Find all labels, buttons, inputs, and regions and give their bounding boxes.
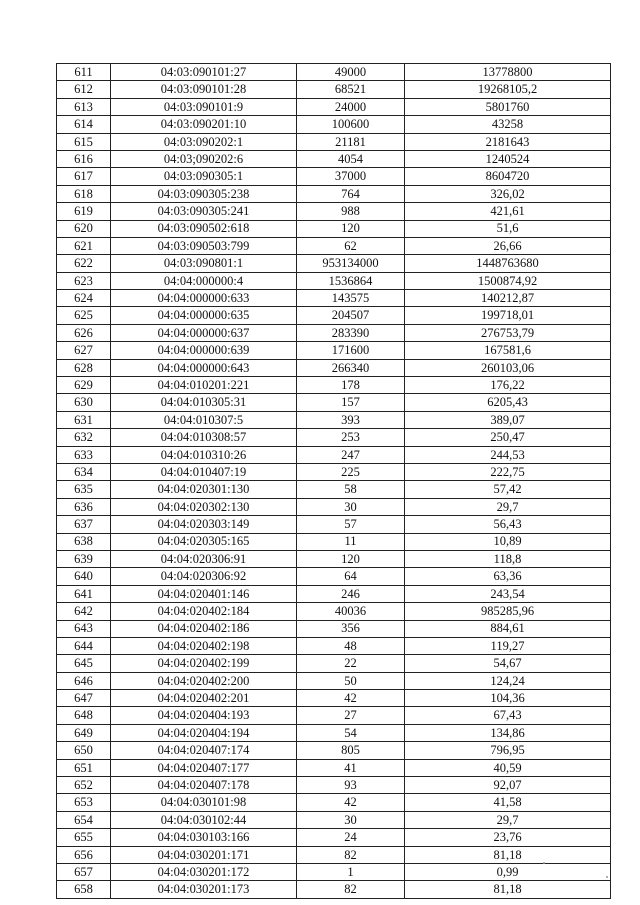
area-cell: 62 bbox=[297, 237, 405, 254]
area-cell: 50 bbox=[297, 672, 405, 689]
value-cell: 243,54 bbox=[405, 585, 611, 602]
row-number-cell: 613 bbox=[57, 98, 111, 115]
cadastral-number-cell: 04:04:030201:173 bbox=[111, 881, 297, 898]
table-row bbox=[57, 516, 611, 533]
area-cell: 204507 bbox=[297, 307, 405, 324]
row-number-cell: 658 bbox=[57, 881, 111, 898]
table-row bbox=[57, 377, 611, 394]
row-number-cell: 629 bbox=[57, 377, 111, 394]
row-number-cell: 632 bbox=[57, 429, 111, 446]
table-row bbox=[57, 255, 611, 272]
row-number-cell: 622 bbox=[57, 255, 111, 272]
value-cell: 167581,6 bbox=[405, 342, 611, 359]
area-cell: 27 bbox=[297, 707, 405, 724]
row-number-cell: 641 bbox=[57, 585, 111, 602]
value-cell: 2181643 bbox=[405, 133, 611, 150]
table-row bbox=[57, 203, 611, 220]
value-cell: 389,07 bbox=[405, 411, 611, 428]
cadastral-number-cell: 04:04:020306:91 bbox=[111, 550, 297, 567]
table-row bbox=[57, 307, 611, 324]
cadastral-number-cell: 04:03:090101:28 bbox=[111, 81, 297, 98]
table-row bbox=[57, 603, 611, 620]
area-cell: 805 bbox=[297, 742, 405, 759]
area-cell: 64 bbox=[297, 568, 405, 585]
table-row bbox=[57, 742, 611, 759]
area-cell: 41 bbox=[297, 759, 405, 776]
cadastral-number-cell: 04:04:020402:201 bbox=[111, 690, 297, 707]
value-cell: 0,99 bbox=[405, 863, 611, 880]
table-row bbox=[57, 620, 611, 637]
area-cell: 178 bbox=[297, 377, 405, 394]
area-cell: 21181 bbox=[297, 133, 405, 150]
area-cell: 247 bbox=[297, 446, 405, 463]
cadastral-number-cell: 04:04:020402:184 bbox=[111, 603, 297, 620]
row-number-cell: 620 bbox=[57, 220, 111, 237]
value-cell: 19268105,2 bbox=[405, 81, 611, 98]
table-row bbox=[57, 342, 611, 359]
table-row bbox=[57, 394, 611, 411]
row-number-cell: 644 bbox=[57, 637, 111, 654]
area-cell: 11 bbox=[297, 533, 405, 550]
cadastral-number-cell: 04:04:020305:165 bbox=[111, 533, 297, 550]
table-row bbox=[57, 290, 611, 307]
value-cell: 1240524 bbox=[405, 150, 611, 167]
cadastral-number-cell: 04:03:090503:799 bbox=[111, 237, 297, 254]
row-number-cell: 643 bbox=[57, 620, 111, 637]
table-row bbox=[57, 881, 611, 898]
row-number-cell: 652 bbox=[57, 777, 111, 794]
value-cell: 81,18 bbox=[405, 846, 611, 863]
table-row bbox=[57, 690, 611, 707]
table-row bbox=[57, 777, 611, 794]
cadastral-number-cell: 04:04:000000:633 bbox=[111, 290, 297, 307]
table-row bbox=[57, 498, 611, 515]
row-number-cell: 657 bbox=[57, 863, 111, 880]
table-row bbox=[57, 168, 611, 185]
cadastral-number-cell: 04:04:000000:637 bbox=[111, 324, 297, 341]
table-row bbox=[57, 150, 611, 167]
cadastral-number-cell: 04:03:090502:618 bbox=[111, 220, 297, 237]
row-number-cell: 627 bbox=[57, 342, 111, 359]
table-row bbox=[57, 324, 611, 341]
area-cell: 93 bbox=[297, 777, 405, 794]
value-cell: 51,6 bbox=[405, 220, 611, 237]
cadastral-number-cell: 04:04:030201:172 bbox=[111, 863, 297, 880]
table-row bbox=[57, 637, 611, 654]
row-number-cell: 633 bbox=[57, 446, 111, 463]
area-cell: 100600 bbox=[297, 116, 405, 133]
value-cell: 276753,79 bbox=[405, 324, 611, 341]
table-row bbox=[57, 672, 611, 689]
table-row bbox=[57, 185, 611, 202]
row-number-cell: 647 bbox=[57, 690, 111, 707]
cadastral-number-cell: 04:04:010305:31 bbox=[111, 394, 297, 411]
area-cell: 4054 bbox=[297, 150, 405, 167]
value-cell: 92,07 bbox=[405, 777, 611, 794]
cadastral-number-cell: 04:04:000000:639 bbox=[111, 342, 297, 359]
area-cell: 37000 bbox=[297, 168, 405, 185]
value-cell: 884,61 bbox=[405, 620, 611, 637]
table-row bbox=[57, 81, 611, 98]
row-number-cell: 635 bbox=[57, 481, 111, 498]
area-cell: 953134000 bbox=[297, 255, 405, 272]
table-row bbox=[57, 724, 611, 741]
value-cell: 41,58 bbox=[405, 794, 611, 811]
row-number-cell: 623 bbox=[57, 272, 111, 289]
value-cell: 5801760 bbox=[405, 98, 611, 115]
table-row bbox=[57, 655, 611, 672]
cadastral-number-cell: 04:03:090305:238 bbox=[111, 185, 297, 202]
value-cell: 124,24 bbox=[405, 672, 611, 689]
table-row bbox=[57, 759, 611, 776]
cadastral-number-cell: 04:04:020401:146 bbox=[111, 585, 297, 602]
row-number-cell: 636 bbox=[57, 498, 111, 515]
row-number-cell: 624 bbox=[57, 290, 111, 307]
value-cell: 81,18 bbox=[405, 881, 611, 898]
cadastral-number-cell: 04:04:020407:178 bbox=[111, 777, 297, 794]
cadastral-number-cell: 04:03:090801:1 bbox=[111, 255, 297, 272]
row-number-cell: 642 bbox=[57, 603, 111, 620]
table-row bbox=[57, 446, 611, 463]
area-cell: 30 bbox=[297, 498, 405, 515]
value-cell: 6205,43 bbox=[405, 394, 611, 411]
value-cell: 421,61 bbox=[405, 203, 611, 220]
cadastral-number-cell: 04:04:010407:19 bbox=[111, 463, 297, 480]
cadastral-number-cell: 04:04:020407:174 bbox=[111, 742, 297, 759]
area-cell: 42 bbox=[297, 690, 405, 707]
row-number-cell: 655 bbox=[57, 829, 111, 846]
cadastral-number-cell: 04:03:090101:27 bbox=[111, 64, 297, 81]
cadastral-number-cell: 04:04:030101:98 bbox=[111, 794, 297, 811]
cadastral-number-cell: 04:04:030103:166 bbox=[111, 829, 297, 846]
row-number-cell: 617 bbox=[57, 168, 111, 185]
area-cell: 22 bbox=[297, 655, 405, 672]
row-number-cell: 640 bbox=[57, 568, 111, 585]
row-number-cell: 611 bbox=[57, 64, 111, 81]
row-number-cell: 631 bbox=[57, 411, 111, 428]
table-row bbox=[57, 550, 611, 567]
row-number-cell: 639 bbox=[57, 550, 111, 567]
value-cell: 260103,06 bbox=[405, 359, 611, 376]
area-cell: 57 bbox=[297, 516, 405, 533]
value-cell: 54,67 bbox=[405, 655, 611, 672]
row-number-cell: 616 bbox=[57, 150, 111, 167]
table-row bbox=[57, 585, 611, 602]
row-number-cell: 612 bbox=[57, 81, 111, 98]
area-cell: 40036 bbox=[297, 603, 405, 620]
area-cell: 58 bbox=[297, 481, 405, 498]
table-row bbox=[57, 811, 611, 828]
table-row bbox=[57, 220, 611, 237]
table-row bbox=[57, 411, 611, 428]
row-number-cell: 630 bbox=[57, 394, 111, 411]
value-cell: 29,7 bbox=[405, 811, 611, 828]
table-row bbox=[57, 133, 611, 150]
cadastral-number-cell: 04:03:090201:10 bbox=[111, 116, 297, 133]
table-row bbox=[57, 463, 611, 480]
cadastral-number-cell: 04:04:020302:130 bbox=[111, 498, 297, 515]
area-cell: 30 bbox=[297, 811, 405, 828]
area-cell: 393 bbox=[297, 411, 405, 428]
value-cell: 134,86 bbox=[405, 724, 611, 741]
value-cell: 140212,87 bbox=[405, 290, 611, 307]
cadastral-number-cell: 04:04:000000:635 bbox=[111, 307, 297, 324]
table-row bbox=[57, 863, 611, 880]
table-row bbox=[57, 533, 611, 550]
row-number-cell: 650 bbox=[57, 742, 111, 759]
cadastral-number-cell: 04:04:010307:5 bbox=[111, 411, 297, 428]
cadastral-number-cell: 04:04:000000:643 bbox=[111, 359, 297, 376]
row-number-cell: 645 bbox=[57, 655, 111, 672]
table-row bbox=[57, 429, 611, 446]
value-cell: 63,36 bbox=[405, 568, 611, 585]
row-number-cell: 654 bbox=[57, 811, 111, 828]
table-row bbox=[57, 64, 611, 81]
cadastral-number-cell: 04:04:010201:221 bbox=[111, 377, 297, 394]
table-row bbox=[57, 829, 611, 846]
row-number-cell: 614 bbox=[57, 116, 111, 133]
table-row bbox=[57, 237, 611, 254]
area-cell: 49000 bbox=[297, 64, 405, 81]
area-cell: 266340 bbox=[297, 359, 405, 376]
value-cell: 26,66 bbox=[405, 237, 611, 254]
value-cell: 326,02 bbox=[405, 185, 611, 202]
row-number-cell: 649 bbox=[57, 724, 111, 741]
table-row bbox=[57, 272, 611, 289]
cadastral-value-table bbox=[56, 63, 611, 899]
row-number-cell: 615 bbox=[57, 133, 111, 150]
area-cell: 764 bbox=[297, 185, 405, 202]
area-cell: 48 bbox=[297, 637, 405, 654]
row-number-cell: 656 bbox=[57, 846, 111, 863]
row-number-cell: 646 bbox=[57, 672, 111, 689]
cadastral-number-cell: 04:04:010308:57 bbox=[111, 429, 297, 446]
table-row bbox=[57, 116, 611, 133]
value-cell: 23,76 bbox=[405, 829, 611, 846]
cadastral-number-cell: 04:04:020404:194 bbox=[111, 724, 297, 741]
value-cell: 222,75 bbox=[405, 463, 611, 480]
cadastral-number-cell: 04:04:020407:177 bbox=[111, 759, 297, 776]
area-cell: 120 bbox=[297, 220, 405, 237]
area-cell: 143575 bbox=[297, 290, 405, 307]
area-cell: 24 bbox=[297, 829, 405, 846]
value-cell: 1448763680 bbox=[405, 255, 611, 272]
area-cell: 157 bbox=[297, 394, 405, 411]
area-cell: 82 bbox=[297, 881, 405, 898]
cadastral-number-cell: 04:03;090202:6 bbox=[111, 150, 297, 167]
cadastral-number-cell: 04:04:030201:171 bbox=[111, 846, 297, 863]
value-cell: 176,22 bbox=[405, 377, 611, 394]
table-row bbox=[57, 98, 611, 115]
area-cell: 1 bbox=[297, 863, 405, 880]
table-row bbox=[57, 481, 611, 498]
value-cell: 1500874,92 bbox=[405, 272, 611, 289]
table-body bbox=[57, 64, 611, 899]
row-number-cell: 625 bbox=[57, 307, 111, 324]
cadastral-number-cell: 04:04:020402:200 bbox=[111, 672, 297, 689]
value-cell: 104,36 bbox=[405, 690, 611, 707]
value-cell: 40,59 bbox=[405, 759, 611, 776]
row-number-cell: 648 bbox=[57, 707, 111, 724]
value-cell: 985285,96 bbox=[405, 603, 611, 620]
value-cell: 118,8 bbox=[405, 550, 611, 567]
area-cell: 82 bbox=[297, 846, 405, 863]
row-number-cell: 619 bbox=[57, 203, 111, 220]
cadastral-number-cell: 04:03:090202:1 bbox=[111, 133, 297, 150]
row-number-cell: 618 bbox=[57, 185, 111, 202]
value-cell: 244,53 bbox=[405, 446, 611, 463]
value-cell: 67,43 bbox=[405, 707, 611, 724]
table-row bbox=[57, 794, 611, 811]
value-cell: 10,89 bbox=[405, 533, 611, 550]
cadastral-number-cell: 04:03:090305:1 bbox=[111, 168, 297, 185]
cadastral-number-cell: 04:04:020306:92 bbox=[111, 568, 297, 585]
row-number-cell: 634 bbox=[57, 463, 111, 480]
area-cell: 54 bbox=[297, 724, 405, 741]
row-number-cell: 621 bbox=[57, 237, 111, 254]
cadastral-number-cell: 04:04:020301:130 bbox=[111, 481, 297, 498]
cadastral-number-cell: 04:03:090101:9 bbox=[111, 98, 297, 115]
cadastral-number-cell: 04:03:090305:241 bbox=[111, 203, 297, 220]
row-number-cell: 628 bbox=[57, 359, 111, 376]
area-cell: 246 bbox=[297, 585, 405, 602]
cadastral-number-cell: 04:04:020402:186 bbox=[111, 620, 297, 637]
area-cell: 120 bbox=[297, 550, 405, 567]
value-cell: 119,27 bbox=[405, 637, 611, 654]
row-number-cell: 626 bbox=[57, 324, 111, 341]
cadastral-number-cell: 04:04:020402:199 bbox=[111, 655, 297, 672]
area-cell: 225 bbox=[297, 463, 405, 480]
cadastral-number-cell: 04:04:020402:198 bbox=[111, 637, 297, 654]
table-row bbox=[57, 359, 611, 376]
cadastral-number-cell: 04:04:010310:26 bbox=[111, 446, 297, 463]
cadastral-number-cell: 04:04:020303:149 bbox=[111, 516, 297, 533]
cadastral-number-cell: 04:04:020404:193 bbox=[111, 707, 297, 724]
area-cell: 283390 bbox=[297, 324, 405, 341]
value-cell: 8604720 bbox=[405, 168, 611, 185]
row-number-cell: 637 bbox=[57, 516, 111, 533]
value-cell: 57,42 bbox=[405, 481, 611, 498]
table-row bbox=[57, 707, 611, 724]
area-cell: 253 bbox=[297, 429, 405, 446]
row-number-cell: 638 bbox=[57, 533, 111, 550]
row-number-cell: 651 bbox=[57, 759, 111, 776]
value-cell: 29,7 bbox=[405, 498, 611, 515]
value-cell: 796,95 bbox=[405, 742, 611, 759]
area-cell: 988 bbox=[297, 203, 405, 220]
value-cell: 43258 bbox=[405, 116, 611, 133]
value-cell: 56,43 bbox=[405, 516, 611, 533]
table-row bbox=[57, 568, 611, 585]
cadastral-number-cell: 04:04:000000:4 bbox=[111, 272, 297, 289]
area-cell: 356 bbox=[297, 620, 405, 637]
cadastral-number-cell: 04:04:030102:44 bbox=[111, 811, 297, 828]
scan-speck bbox=[606, 876, 608, 878]
area-cell: 68521 bbox=[297, 81, 405, 98]
row-number-cell: 653 bbox=[57, 794, 111, 811]
value-cell: 199718,01 bbox=[405, 307, 611, 324]
value-cell: 13778800 bbox=[405, 64, 611, 81]
area-cell: 171600 bbox=[297, 342, 405, 359]
value-cell: 250,47 bbox=[405, 429, 611, 446]
area-cell: 1536864 bbox=[297, 272, 405, 289]
area-cell: 42 bbox=[297, 794, 405, 811]
table-row bbox=[57, 846, 611, 863]
scan-speck bbox=[543, 862, 545, 864]
area-cell: 24000 bbox=[297, 98, 405, 115]
